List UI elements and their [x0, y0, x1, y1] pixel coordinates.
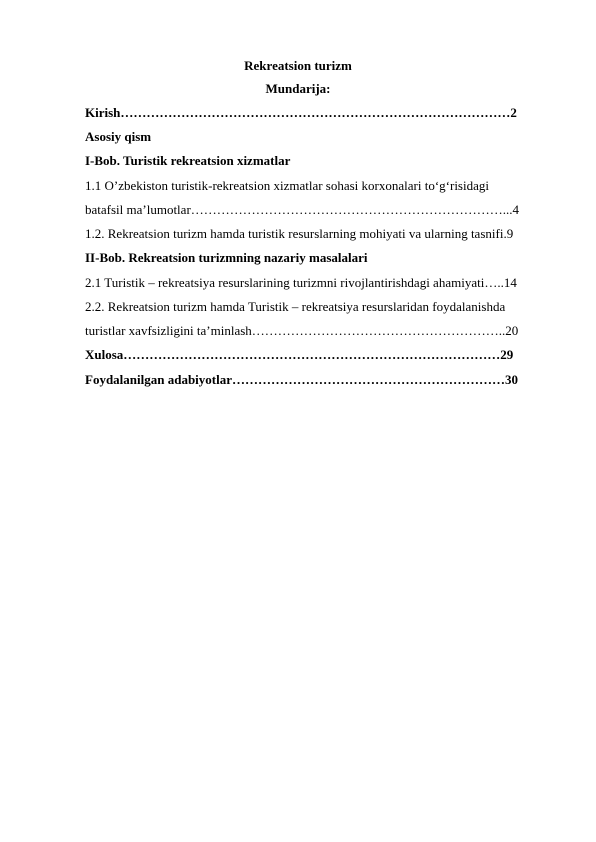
toc-entry-kirish: Kirish………………………………………………………………………………2	[85, 105, 517, 120]
toc-section-asosiy-qism: Asosiy qism	[85, 129, 152, 144]
toc-heading: Mundarija:	[265, 81, 331, 96]
document-title: Rekreatsion turizm	[244, 58, 352, 73]
toc-entry-2-2: 2.2. Rekreatsion turizm hamda Turistik – rekreatsiya resurslaridan foydalanishda	[85, 299, 506, 314]
toc-entry-xulosa: Xulosa……………………………………………………………………………29	[85, 347, 514, 362]
toc-chapter-1-title: I-Bob. Turistik rekreatsion xizmatlar	[85, 153, 291, 168]
toc-entry-foydalanilgan-adabiyotlar: Foydalanilgan adabiyotlar………………………………………………………30	[85, 372, 518, 387]
toc-entry-1-1-continued: batafsil ma’lumotlar………………………………………………………………...4	[85, 202, 520, 217]
toc-entry-2-2-continued: turistlar xavfsizligini ta’minlash…………………………………………………..20	[85, 323, 519, 338]
toc-chapter-2-title: II-Bob. Rekreatsion turizmning nazariy masalalari	[85, 250, 368, 265]
toc-entry-2-1: 2.1 Turistik – rekreatsiya resurslarining turizmni rivojlantirishdagi ahamiyati…..14	[85, 275, 517, 290]
toc-entry-1-1: 1.1 O’zbekiston turistik-rekreatsion xizmatlar sohasi korxonalari to‘g‘risidagi	[85, 178, 489, 193]
toc-entry-1-2: 1.2. Rekreatsion turizm hamda turistik resurslarning mohiyati va ularning tasnifi.9	[85, 226, 514, 241]
